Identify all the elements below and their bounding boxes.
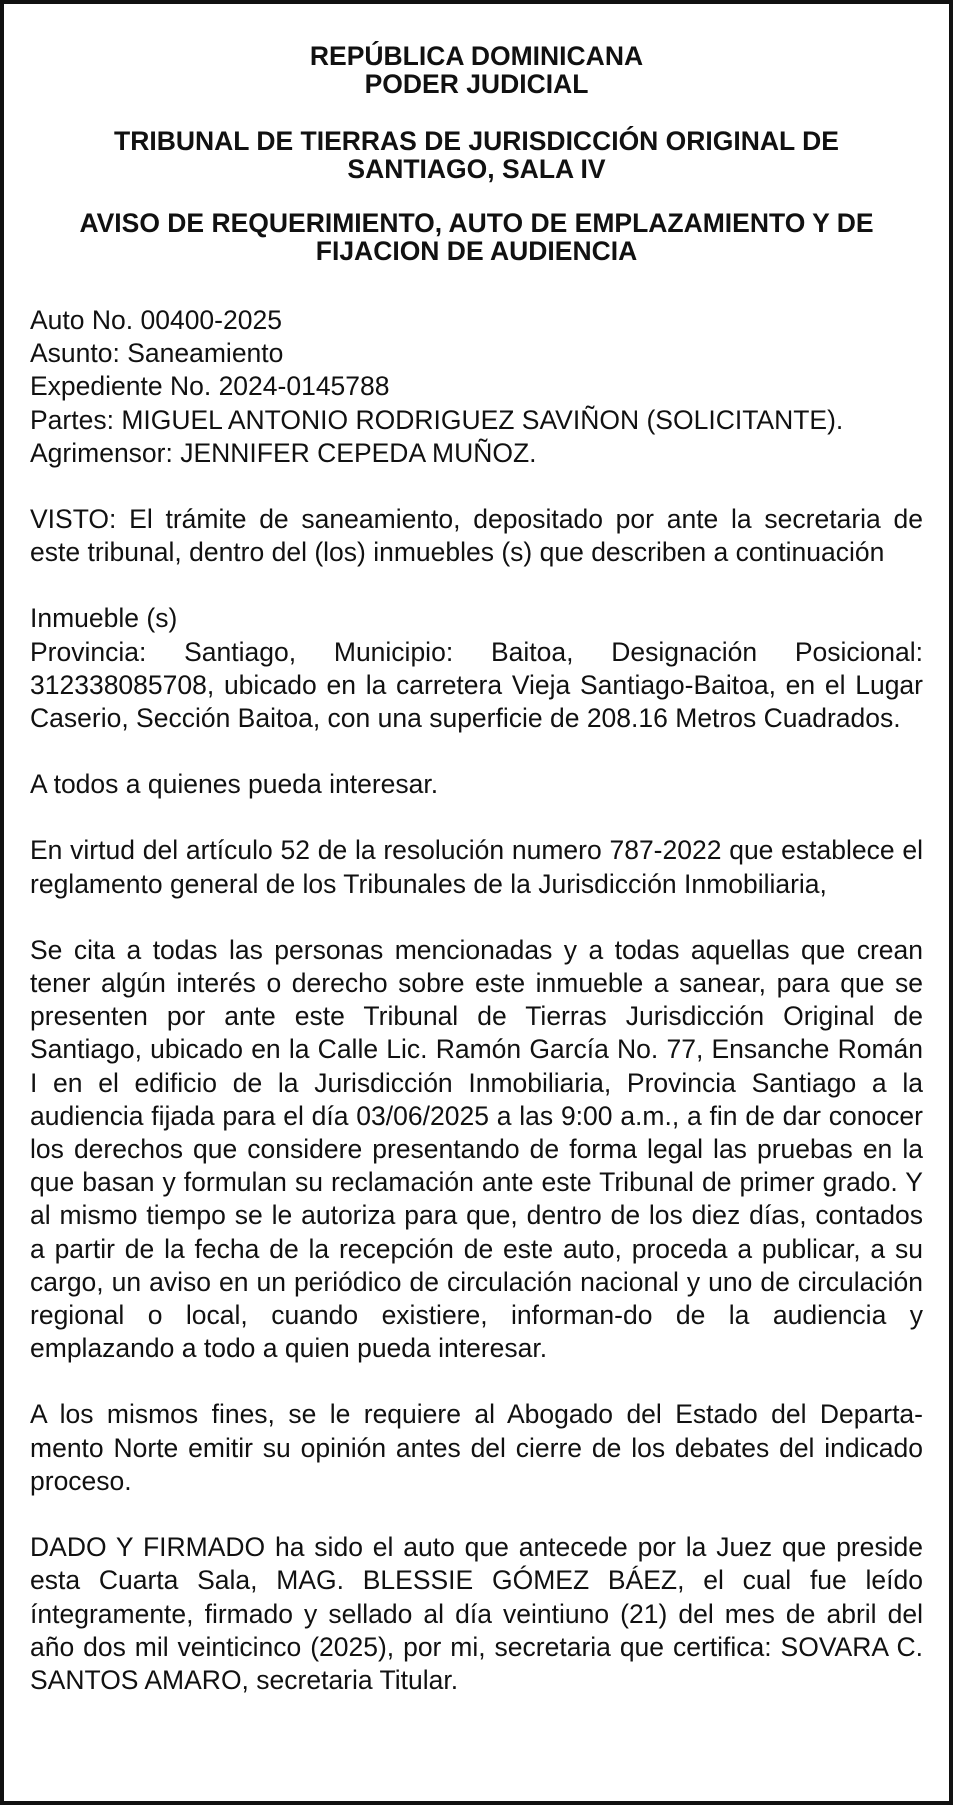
case-details xyxy=(30,304,923,470)
paragraph-visto: VISTO: El trámite de saneamiento, depositado por ante la secretaria de este tribunal, dentro del (los) inmuebles (s) que describen a continuación xyxy=(30,504,923,568)
notice-title xyxy=(4,209,949,265)
court-name-line1: TRIBUNAL DE TIERRAS DE JURISDICCIÓN ORIGINAL DE xyxy=(114,126,839,156)
surveyor: Agrimensor: JENNIFER CEPEDA MUÑOZ. xyxy=(30,437,537,468)
paragraph-summons: Se cita a todas las personas mencionadas y a todas aquellas que crean tener algún interés o derecho sobre este inmueble a sanear, para que se presenten por ante este Tribunal de Tierras Jurisdicción Original de Santiago, ubicado en la Calle Lic. Ramón García No. 77, Ensanche Román I en el edificio de la Jurisdicción Inmobiliaria, Provincia Santiago a la audiencia fijada para el día 03/06/2025 a las 9:00 a.m., a fin de dar conocer los derechos que considere presentando de forma legal las pruebas en la que basan y formulan su reclamación ante este Tribunal de primer grado. Y al mismo tiempo se le autoriza para que, dentro de los diez días, contados a partir de la fecha de la recepción de este auto, proceda a publicar, a su cargo, un aviso en un periódico de circulación nacional y uno de circulación regional o local, cuando existiere, informan-do de la audiencia y emplazando a todo a quien pueda interesar. xyxy=(30,934,923,1364)
property-description: Provincia: Santiago, Municipio: Baitoa, Designación Posicional: 312338085708, ubicado en la carretera Vieja Santiago-Baitoa, en el Lugar Caserio, Sección Baitoa, con una superficie de 208.16 Metros Cuadrados. xyxy=(30,636,923,734)
header-country xyxy=(4,42,949,98)
paragraph-addressees: A todos a quienes pueda interesar. xyxy=(30,769,439,800)
header-judiciary: PODER JUDICIAL xyxy=(364,69,589,99)
notice-body xyxy=(30,304,923,1730)
paragraph-legal-basis: En virtud del artículo 52 de la resolución numero 787-2022 que establece el reglamento general de los Tribunales de la Jurisdicción Inmobiliaria, xyxy=(30,835,923,899)
auto-number: Auto No. 00400-2025 xyxy=(30,305,282,335)
court-name-line2: SANTIAGO, SALA IV xyxy=(347,154,606,184)
case-parties: Partes: MIGUEL ANTONIO RODRIGUEZ SAVIÑON (SOLICITANTE). xyxy=(30,404,844,435)
case-subject: Asunto: Saneamiento xyxy=(30,338,284,369)
paragraph-signature: DADO Y FIRMADO ha sido el auto que antecede por la Juez que preside esta Cuarta Sala, MAG. BLESSIE GÓMEZ BÁEZ, el cual fue leído íntegramente, firmado y sellado al día veintiuno (21) del mes de abril del año dos mil veinticinco (2025), por mi, secretaria que certifica: SOVARA C. SANTOS AMARO, secretaria Titular. xyxy=(30,1532,923,1695)
header-republic: REPÚBLICA DOMINICANA xyxy=(309,41,644,71)
paragraph-state-attorney: A los mismos fines, se le requiere al Abogado del Estado del Departa-mento Norte emitir su opinión antes del cierre de los debates del indicado proceso. xyxy=(30,1399,923,1496)
property-label: Inmueble (s) xyxy=(30,603,178,634)
file-number: Expediente No. 2024-0145788 xyxy=(30,371,390,402)
header-court xyxy=(4,127,949,183)
notice-title-line1: AVISO DE REQUERIMIENTO, AUTO DE EMPLAZAMIENTO Y DE xyxy=(79,208,874,238)
notice-title-line2: FIJACION DE AUDIENCIA xyxy=(315,236,638,266)
